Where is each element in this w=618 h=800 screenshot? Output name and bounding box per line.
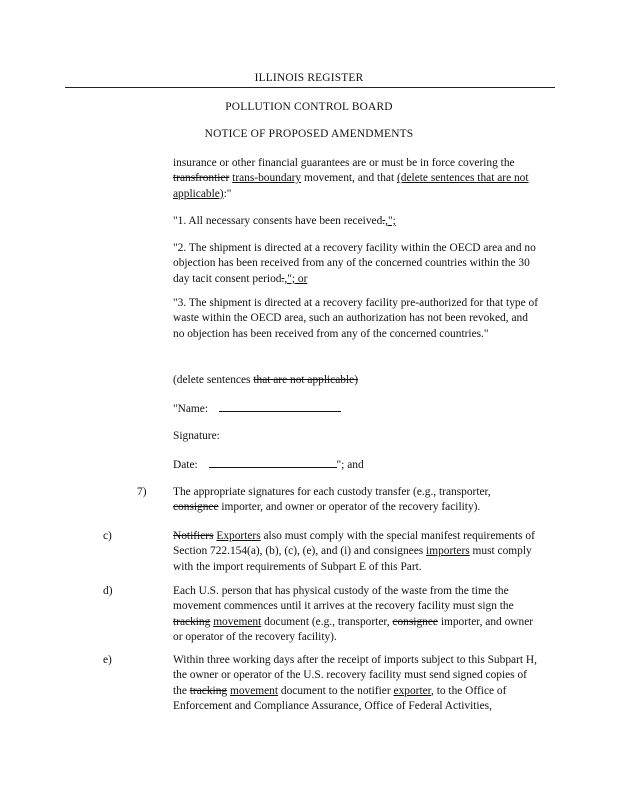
deleted-text: . — [281, 272, 285, 285]
text-run: must comply with the import requirements of Subpart E of this Part. — [173, 545, 532, 573]
text-run: importer, and owner or operator of the recovery facility). — [173, 615, 534, 644]
text-run: also must comply with the special manifest requirements of Section 722.154(a), (b), (c), (e), and (i) and consignees — [173, 530, 535, 558]
text-run: importer, and owner or operator of the recovery facility). — [218, 501, 481, 514]
date-line — [173, 457, 539, 473]
deleted-text: . — [382, 215, 386, 227]
deleted-text: consignee — [173, 501, 219, 514]
text-run: , to the Office of Enforcement and Compliance Assurance, Office of Federal Activities, — [173, 684, 507, 713]
deleted-text: that are not applicable) — [253, 374, 359, 386]
text-run: insurance or other financial guarantees are or must be in force covering the — [173, 157, 515, 169]
name-label: "Name: — [173, 403, 209, 415]
statement-3 — [173, 296, 539, 342]
subsection-e-text — [173, 653, 539, 715]
subsection-c-text — [173, 529, 539, 575]
delete-instruction — [173, 373, 539, 388]
inserted-text: ,"; — [385, 215, 396, 227]
subsection-d-label: d) — [103, 585, 113, 597]
inserted-text: importers — [426, 545, 470, 558]
text-run: :" — [223, 187, 232, 200]
text-run: The appropriate signatures for each custody transfer (e.g., transporter, — [173, 486, 491, 498]
text-run: "1. All necessary consents have been received — [173, 215, 383, 227]
date-blank — [209, 457, 337, 468]
board-name: POLLUTION CONTROL BOARD — [225, 101, 393, 113]
date-label: Date: — [173, 459, 198, 471]
text-run: "2. The shipment is directed at a recovery facility within the OECD area and no objection has been received from any of the concerned countries within the 30 day tacit consent period — [173, 242, 536, 285]
notice-title: NOTICE OF PROPOSED AMENDMENTS — [204, 128, 414, 140]
text-run: "3. The shipment is directed at a recovery facility pre-authorized for that type of waste within the OECD area, such an authorization has not been revoked, and no objection has been received from any of the concerned countries." — [173, 297, 539, 340]
text-run: document to the notifier — [278, 684, 394, 697]
name-blank — [219, 401, 341, 412]
inserted-text: Exporters — [216, 530, 261, 542]
signature-line — [173, 429, 539, 444]
name-line — [173, 401, 539, 417]
item-7-label: 7) — [137, 486, 147, 498]
intro-paragraph — [173, 156, 539, 202]
text-run: document (e.g., transporter, — [261, 615, 393, 628]
text-run: movement, and that — [301, 172, 397, 185]
inserted-text: trans-boundary — [232, 172, 302, 185]
header-rule — [65, 87, 555, 88]
subsection-e-label: e) — [103, 654, 112, 666]
deleted-text: Notifiers — [173, 530, 214, 542]
deleted-text: consignee — [392, 615, 438, 628]
text-run: (delete sentences — [173, 374, 254, 386]
signature-label: Signature: — [173, 430, 220, 442]
deleted-text: tracking — [173, 615, 211, 628]
statement-2 — [173, 241, 539, 287]
inserted-text: movement — [229, 684, 279, 697]
item-7-text — [173, 485, 539, 516]
deleted-text: tracking — [189, 684, 228, 697]
deleted-text: transfrontier — [173, 172, 230, 185]
statement-1 — [173, 214, 539, 229]
inserted-text: ,"; or — [284, 272, 308, 285]
register-title: ILLINOIS REGISTER — [254, 72, 364, 84]
date-suffix: "; and — [336, 459, 364, 471]
text-run: Within three working days after the receipt of imports subject to this Subpart H, the owner or operator of the U.S. recovery facility must send signed copies of the — [173, 654, 537, 697]
inserted-text: (delete sentences that are not applicable) — [173, 172, 529, 200]
text-run: Each U.S. person that has physical custody of the waste from the time the movement commences until it arrives at the recovery facility must sign the — [173, 585, 514, 613]
subsection-d-text — [173, 584, 539, 646]
subsection-c-label: c) — [103, 530, 112, 542]
inserted-text: movement — [213, 615, 262, 628]
inserted-text: exporter — [393, 684, 432, 697]
